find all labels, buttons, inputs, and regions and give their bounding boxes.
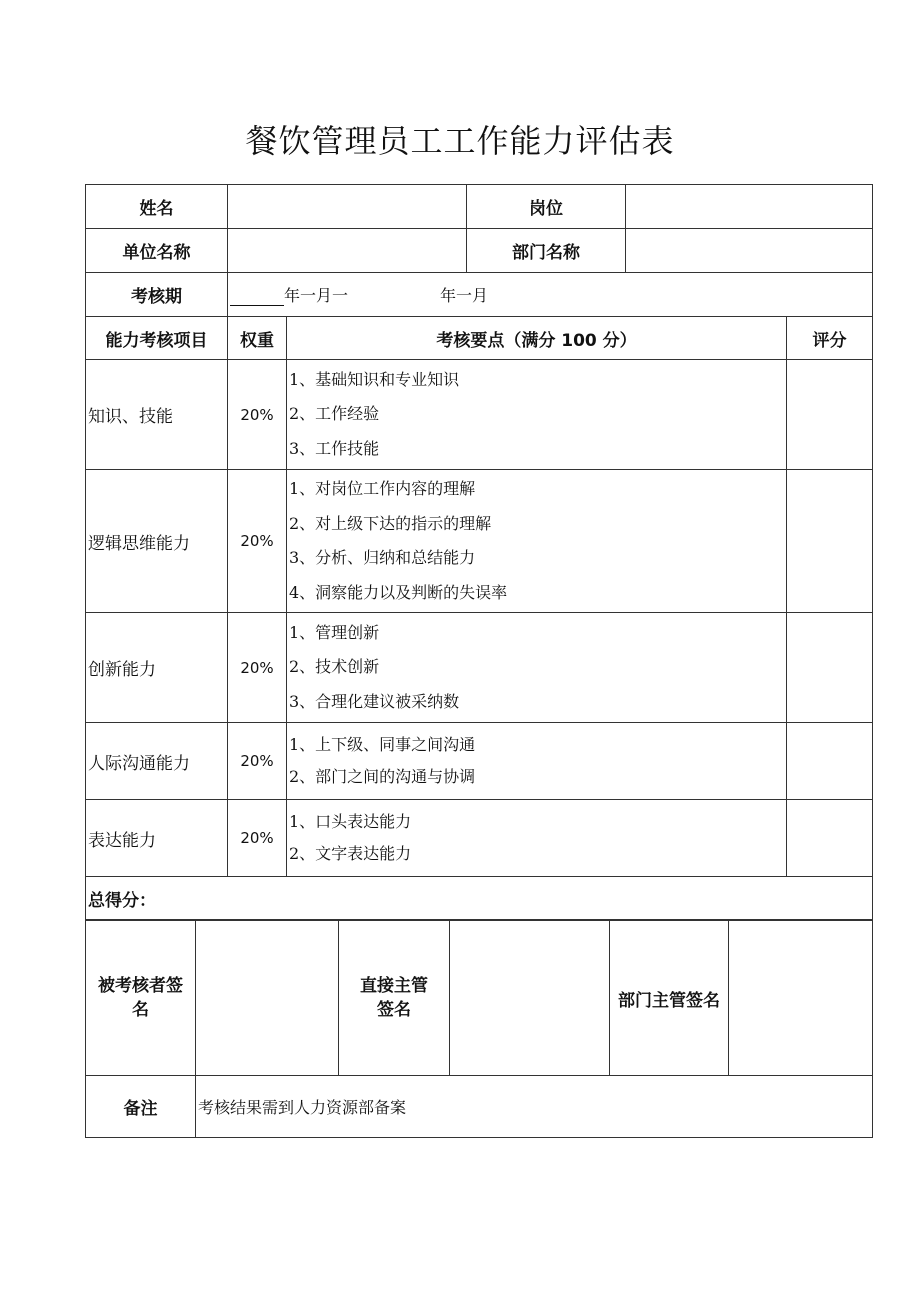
point-item: 2、对上级下达的指示的理解: [289, 513, 492, 533]
unit-field[interactable]: [228, 229, 467, 273]
header-item: 能力考核项目: [86, 317, 228, 360]
row-item: 创新能力: [86, 613, 228, 723]
score-field[interactable]: [787, 613, 873, 723]
row-weight: 20%: [228, 723, 287, 800]
assessee-signature-label: 被考核者签名: [86, 921, 196, 1076]
evaluation-table: [85, 184, 873, 920]
dept-label: 部门名称: [467, 229, 626, 273]
row-points: [287, 800, 787, 877]
name-label: 姓名: [86, 185, 228, 229]
supervisor-signature-field[interactable]: [450, 921, 610, 1076]
row-item: 逻辑思维能力: [86, 470, 228, 613]
remarks-text: 考核结果需到人力资源部备案: [196, 1076, 873, 1138]
point-item: 1、口头表达能力: [289, 812, 412, 831]
period-field[interactable]: [228, 273, 873, 317]
point-item: 1、对岗位工作内容的理解: [289, 479, 476, 498]
point-item: 2、工作经验: [289, 404, 380, 424]
point-item: 1、基础知识和专业知识: [289, 369, 460, 389]
page-title: 餐饮管理员工工作能力评估表: [245, 122, 675, 160]
point-item: 4、洞察能力以及判断的失误率: [289, 582, 508, 602]
header-points: 考核要点（满分 100 分）: [287, 317, 787, 360]
remarks-label: 备注: [86, 1076, 196, 1138]
table-row: [86, 613, 873, 723]
table-row: [86, 723, 873, 800]
score-field[interactable]: [787, 360, 873, 470]
table-row: [86, 470, 873, 613]
point-item: 2、文字表达能力: [289, 844, 412, 863]
row-weight: 20%: [228, 800, 287, 877]
header-weight: 权重: [228, 317, 287, 360]
period-text-start: 年一月一: [284, 286, 349, 305]
point-item: 3、分析、归纳和总结能力: [289, 548, 476, 567]
header-score: 评分: [787, 317, 873, 360]
row-item: 人际沟通能力: [86, 723, 228, 800]
assessee-signature-field[interactable]: [196, 921, 339, 1076]
point-item: 3、合理化建议被采纳数: [289, 691, 460, 711]
point-item: 2、部门之间的沟通与协调: [289, 767, 476, 786]
table-row: [86, 800, 873, 877]
period-label: 考核期: [86, 273, 228, 317]
unit-label: 单位名称: [86, 229, 228, 273]
period-blank: [230, 289, 284, 306]
dept-field[interactable]: [626, 229, 873, 273]
point-item: 1、管理创新: [289, 622, 380, 642]
dept-head-signature-label: 部门主管签名: [610, 921, 729, 1076]
row-item: 知识、技能: [86, 360, 228, 470]
point-item: 3、工作技能: [289, 438, 380, 458]
name-field[interactable]: [228, 185, 467, 229]
signature-table: [85, 920, 873, 1138]
row-weight: 20%: [228, 360, 287, 470]
row-points: [287, 360, 787, 470]
position-field[interactable]: [626, 185, 873, 229]
row-weight: 20%: [228, 613, 287, 723]
score-field[interactable]: [787, 800, 873, 877]
point-item: 2、技术创新: [289, 657, 380, 677]
table-row: [86, 360, 873, 470]
total-score[interactable]: 总得分：: [86, 877, 873, 920]
position-label: 岗位: [467, 185, 626, 229]
row-weight: 20%: [228, 470, 287, 613]
supervisor-signature-label: 直接主管签名: [339, 921, 450, 1076]
row-points: [287, 470, 787, 613]
period-text-end: 年一月: [440, 286, 489, 305]
row-points: [287, 723, 787, 800]
point-item: 1、上下级、同事之间沟通: [289, 735, 476, 754]
score-field[interactable]: [787, 470, 873, 613]
row-item: 表达能力: [86, 800, 228, 877]
dept-head-signature-field[interactable]: [729, 921, 873, 1076]
row-points: [287, 613, 787, 723]
score-field[interactable]: [787, 723, 873, 800]
